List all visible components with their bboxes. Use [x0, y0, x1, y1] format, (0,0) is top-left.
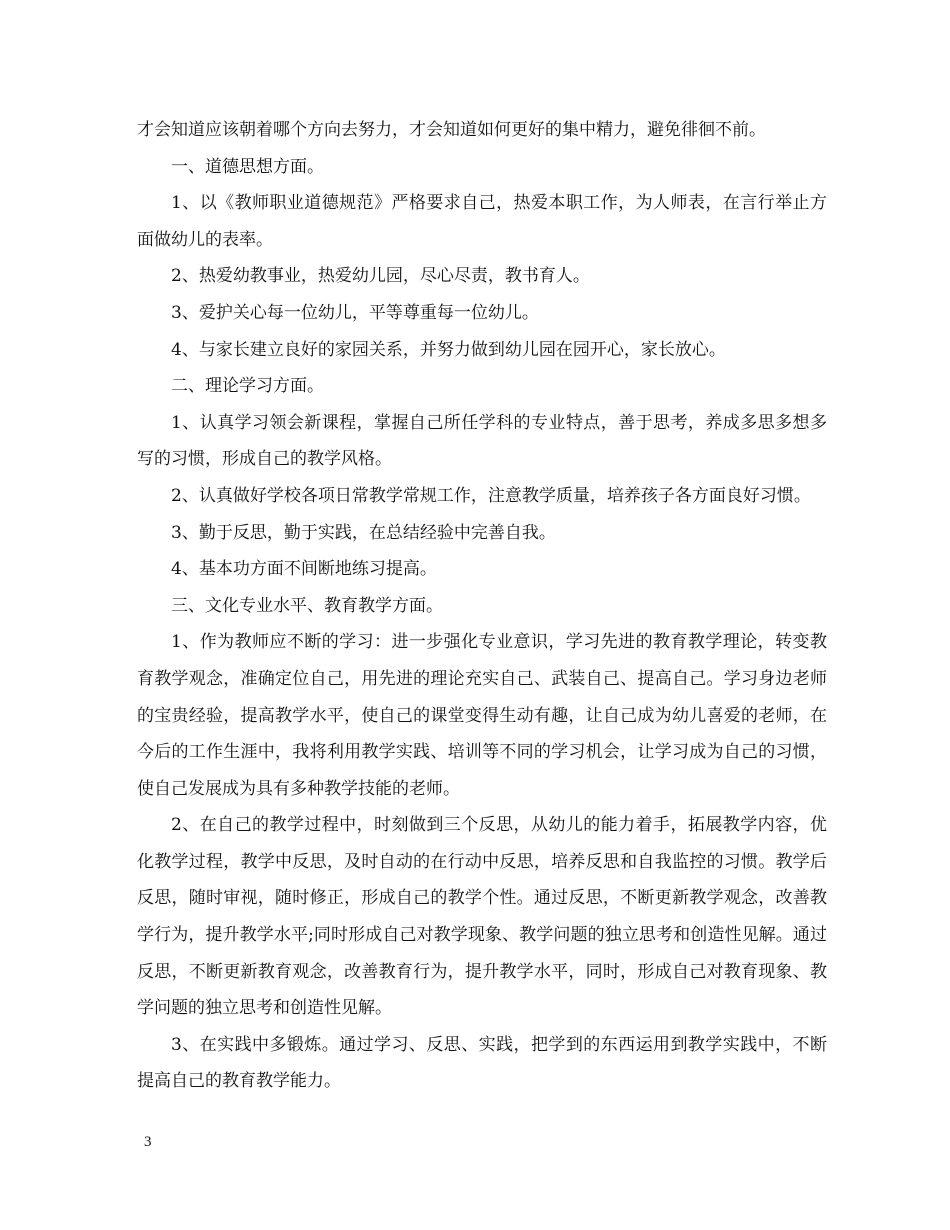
paragraph-culture-3: 3、在实践中多锻炼。通过学习、反思、实践，把学到的东西运用到教学实践中，不断提高自己的教育教学能力。: [137, 1034, 827, 1092]
page-number: 3: [144, 1134, 152, 1150]
section-heading-theory: 二、理论学习方面。: [171, 376, 324, 397]
paragraph-theory-1: 1、认真学习领会新课程，掌握自己所任学科的专业特点，善于思考，养成多思多想多写的习惯，形成自己的教学风格。: [137, 412, 827, 470]
paragraph-moral-1: 1、以《教师职业道德规范》严格要求自己，热爱本职工作，为人师表，在言行举止方面做幼儿的表率。: [137, 193, 827, 250]
document-body: [137, 112, 827, 1100]
paragraph-culture-2: 2、在自己的教学过程中，时刻做到三个反思，从幼儿的能力着手，拓展教学内容，优化教学过程，教学中反思，及时自动的在行动中反思，培养反思和自我监控的习惯。教学后反思，随时审视，随时修正，形成自己的教学个性。通过反思，不断更新教学观念，改善教学行为，提升教学水平;同时形成自己对教学现象、教学问题的独立思考和创造性见解。通过反思，不断更新教育观念，改善教育行为，提升教学水平，同时，形成自己对教育现象、教学问题的独立思考和创造性见解。: [137, 815, 827, 1019]
paragraph-moral-3: 3、爱护关心每一位幼儿，平等尊重每一位幼儿。: [171, 302, 539, 323]
paragraph-theory-4: 4、基本功方面不间断地练习提高。: [171, 559, 437, 580]
paragraph-moral-4: 4、与家长建立良好的家园关系，并努力做到幼儿园在园开心，家长放心。: [171, 339, 726, 360]
section-heading-culture: 三、文化专业水平、教育教学方面。: [171, 595, 443, 616]
paragraph-continuation: 才会知道应该朝着哪个方向去努力，才会知道如何更好的集中精力，避免徘徊不前。: [137, 120, 766, 140]
section-heading-moral: 一、道德思想方面。: [171, 156, 324, 177]
paragraph-theory-3: 3、勤于反思，勤于实践，在总结经验中完善自我。: [171, 522, 556, 543]
paragraph-culture-1: 1、作为教师应不断的学习：进一步强化专业意识，学习先进的教育教学理论，转变教育教学观念，准确定位自己，用先进的理论充实自己、武装自己、提高自己。学习身边老师的宝贵经验，提高教学水平，使自己的课堂变得生动有趣，让自己成为幼儿喜爱的老师，在今后的工作生涯中，我将利用教学实践、培训等不同的学习机会，让学习成为自己的习惯，使自己发展成为具有多种教学技能的老师。: [137, 632, 827, 799]
paragraph-theory-2: 2、认真做好学校各项日常教学常规工作，注意教学质量，培养孩子各方面良好习惯。: [171, 485, 811, 506]
paragraph-moral-2: 2、热爱幼教事业，热爱幼儿园，尽心尽责，教书育人。: [171, 266, 590, 287]
